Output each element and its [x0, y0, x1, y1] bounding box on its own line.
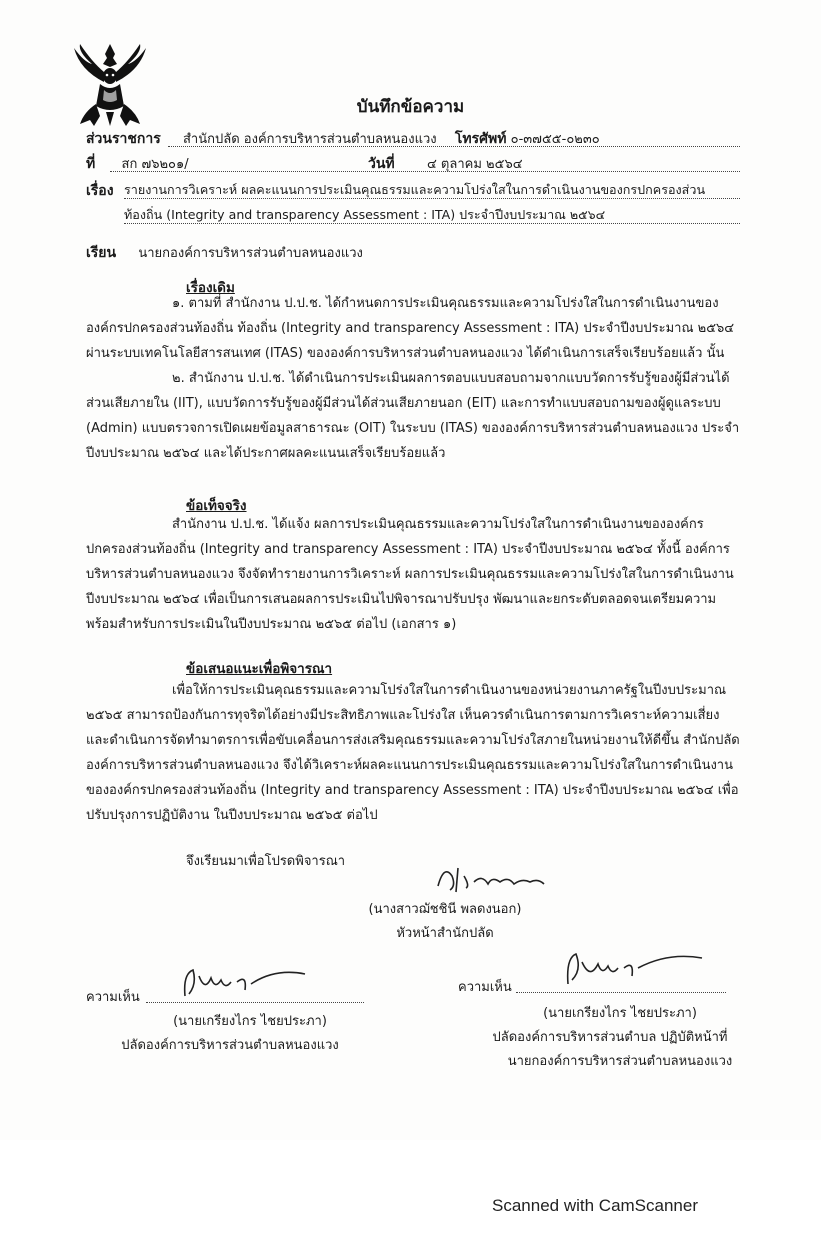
facts-paragraph-1: สำนักงาน ป.ป.ช. ได้แจ้ง ผลการประเมินคุณธรรมและความโปร่งใสในการดำเนินงานขององค์กรปกครองส่วนท้องถิ่น (Integrity and transparency Assessment : ITA) ประจำปีงบประมาณ ๒๕๖๔ ทั้งนี้ องค์การบริหารส่วนตำบลหนองแวง จึงจัดทำรายงานการวิเคราะห์ ผลการประเมินคุณธรรมและความโปร่งใสในการดำเนินงาน ปีงบประมาณ ๒๕๖๔ เพื่อเป็นการเสนอผลการประเมินไปพิจารณาปรับปรุง พัฒนาและยกระดับตลอดจนเตรียมความพร้อมสำหรับการประเมินในปีงบประมาณ ๒๕๖๕ ต่อไป (เอกสาร ๑)	[86, 517, 734, 632]
ref-label: ที่	[86, 156, 96, 172]
background-paragraph-2: ๒. สำนักงาน ป.ป.ช. ได้ดำเนินการประเมินผลการตอบแบบสอบถามจากแบบวัดการรับรู้ของผู้มีส่วนได้ส่วนเสียภายใน (IIT), แบบวัดการรับรู้ของผู้มีส่วนได้ส่วนเสียภายนอก (EIT) และการทำแบบสอบถามของผู้ดูแลระบบ (Admin) แบบตรวจการเปิดเผยข้อมูลสาธารณะ (OIT) ในระบบ (ITAS) ขององค์การบริหารส่วนตำบลหนองแวง ประจำปีงบประมาณ ๒๕๖๔ และได้ประกาศผลคะแนนเสร็จเรียบร้อยแล้ว	[86, 371, 740, 461]
phone-label: โทรศัพท์	[454, 131, 507, 147]
main-signer-name: (นางสาวฌัชชินี พลดงนอก)	[368, 902, 522, 917]
subject-line-2: ท้องถิ่น (Integrity and transparency Assessment : ITA) ประจำปีงบประมาณ ๒๕๖๔	[124, 207, 606, 222]
right-opinion-label: ความเห็น	[458, 980, 512, 995]
subject-dotted-line-2	[124, 223, 740, 224]
phone-value: ๐-๓๗๕๕-๐๒๓๐	[510, 132, 600, 147]
left-signer-position: ปลัดองค์การบริหารส่วนตำบลหนองแวง	[121, 1038, 339, 1053]
left-signature-icon	[175, 960, 315, 1004]
proposal-heading: ข้อเสนอแนะเพื่อพิจารณา	[186, 661, 333, 677]
proposal-paragraph-1: เพื่อให้การประเมินคุณธรรมและความโปร่งใสในการดำเนินงานของหน่วยงานภาครัฐในปีงบประมาณ ๒๕๖๕ สามารถป้องกันการทุจริตได้อย่างมีประสิทธิภาพและโปร่งใส เห็นควรดำเนินการตามการวิเคราะห์ความเสี่ยง และดำเนินการจัดทำมาตรการเพื่อขับเคลื่อนการส่งเสริมคุณธรรมและความโปร่งใสภายในหน่วยงานให้ดีขึ้น สำนักปลัด องค์การบริหารส่วนตำบลหนองแวง จึงได้วิเคราะห์ผลคะแนนการประเมินคุณธรรมและความโปร่งใสในการดำเนินงานขององค์กรปกครองส่วนท้องถิ่น (Integrity and transparency Assessment : ITA) ประจำปีงบประมาณ ๒๕๖๔ เพื่อปรับปรุงการปฏิบัติงาน ในปีงบประมาณ ๒๕๖๕ ต่อไป	[86, 683, 740, 823]
department-value: สำนักปลัด องค์การบริหารส่วนตำบลหนองแวง	[183, 132, 437, 147]
right-signer-position-line-2: นายกองค์การบริหารส่วนตำบลหนองแวง	[507, 1054, 733, 1069]
main-signer-position: หัวหน้าสำนักปลัด	[396, 926, 494, 941]
right-opinion-dotted-line	[516, 992, 726, 993]
facts-heading: ข้อเท็จจริง	[186, 498, 247, 514]
background-heading: เรื่องเดิม	[186, 280, 235, 296]
subject-dotted-line-1	[124, 198, 740, 199]
department-dotted-line	[168, 146, 740, 147]
subject-line-1: รายงานการวิเคราะห์ ผลคะแนนการประเมินคุณธรรมและความโปร่งใสในการดำเนินงานของกรปกครองส่วน	[124, 182, 706, 197]
background-paragraphs	[86, 291, 746, 466]
right-signer-name: (นายเกรียงไกร ไชยประภา)	[543, 1006, 697, 1021]
camscanner-watermark: Scanned with CamScanner	[492, 1196, 699, 1215]
main-signature-icon	[430, 856, 560, 900]
to-value: นายกองค์การบริหารส่วนตำบลหนองแวง	[138, 246, 363, 261]
subject-label: เรื่อง	[86, 183, 114, 199]
to-row	[86, 242, 363, 264]
memo-title: บันทึกข้อความ	[356, 97, 465, 117]
left-signer-name: (นายเกรียงไกร ไชยประภา)	[173, 1014, 327, 1029]
right-signature-icon	[560, 946, 710, 990]
proposal-paragraphs	[86, 678, 746, 828]
date-value: ๔ ตุลาคม ๒๕๖๔	[426, 157, 523, 172]
closing-text: จึงเรียนมาเพื่อโปรดพิจารณา	[186, 854, 346, 869]
right-signer-position-line-1: ปลัดองค์การบริหารส่วนตำบล ปฏิบัติหน้าที่	[492, 1030, 728, 1045]
ref-dotted-line	[110, 171, 740, 172]
background-paragraph-1: ๑. ตามที่ สำนักงาน ป.ป.ช. ได้กำหนดการประเมินคุณธรรมและความโปร่งใสในการดำเนินงานขององค์กรปกครองส่วนท้องถิ่น ท้องถิ่น (Integrity and transparency Assessment : ITA) ประจำปีงบประมาณ ๒๕๖๔ ผ่านระบบเทคโนโลยีสารสนเทศ (ITAS) ขององค์การบริหารส่วนตำบลหนองแวง ได้ดำเนินการเสร็จเรียบร้อยแล้ว นั้น	[86, 296, 735, 361]
ref-value: สก ๗๖๒๐๑/	[121, 157, 189, 172]
facts-paragraphs	[86, 512, 746, 637]
to-label: เรียน	[86, 245, 117, 261]
department-label: ส่วนราชการ	[86, 131, 161, 147]
left-opinion-label: ความเห็น	[86, 990, 140, 1005]
date-label: วันที่	[368, 156, 395, 172]
